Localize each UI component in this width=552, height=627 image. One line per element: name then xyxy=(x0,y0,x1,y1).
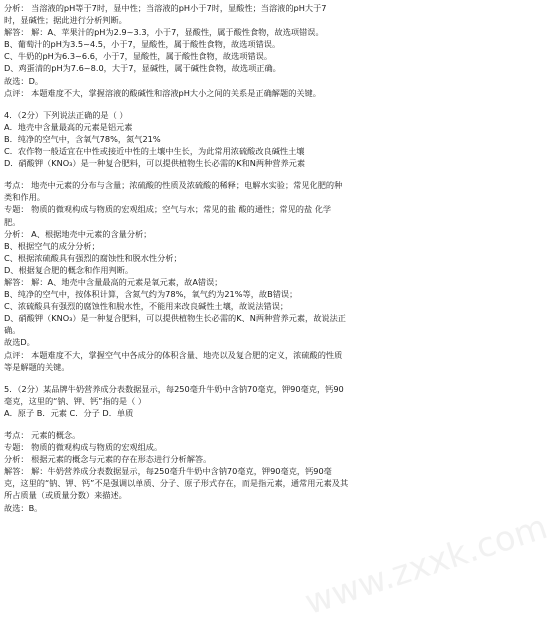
text-line: 解答： 解：牛奶营养成分表数据显示，每250毫升牛奶中含钠70毫克，钾90毫克，钙90毫 xyxy=(4,466,332,477)
text-line: D、根据复合肥的概念和作用判断。 xyxy=(4,264,134,275)
text-line: C、牛奶的pH为6.3~6.6，小于7，显酸性，属于酸性食物，故选项错误。 xyxy=(4,51,273,62)
text-line: 类和作用。 xyxy=(4,192,45,203)
text-line: C、浓硫酸具有强烈的腐蚀性和脱水性，不能用来改良碱性土壤，故说法错误； xyxy=(4,301,289,312)
text-line: B、葡萄汁的pH为3.5~4.5，小于7，显酸性，属于酸性食物，故选项错误。 xyxy=(4,39,281,50)
text-line: 点评： 本题难度不大，掌握空气中各成分的体积含量、地壳以及复合肥的定义，浓硫酸的性质 xyxy=(4,349,343,360)
option-line: D．硝酸钾（KNO₃）是一种复合肥料，可以提供植物生长必需的K和N两种营养元素 xyxy=(4,158,306,169)
text-line: 分析： A、根据地壳中元素的含量分析； xyxy=(4,228,152,239)
spacer xyxy=(4,99,499,109)
text-line: 故选：D。 xyxy=(4,75,44,86)
question-title: 4．（2分）下列说法正确的是（ ） xyxy=(4,109,128,120)
text-line: C、根据浓硫酸具有强烈的腐蚀性和脱水性分析； xyxy=(4,252,182,263)
text-line: 肥。 xyxy=(4,216,21,227)
watermark: www.zxxk.com xyxy=(299,506,552,624)
text-line: 故选：B。 xyxy=(4,502,43,513)
text-line: 考点： 地壳中元素的分布与含量；浓硫酸的性质及浓硫酸的稀释；电解水实验；常见化肥的种 xyxy=(4,180,343,191)
text-line: 毫克，这里的“钠、钾、钙”指的是（ ） xyxy=(4,395,147,406)
option-line: C．农作物一般适宜在中性或接近中性的土壤中生长，为此常用浓硫酸改良碱性土壤 xyxy=(4,146,305,157)
option-line: B．纯净的空气中，含氧气78%，氮气21% xyxy=(4,133,161,144)
text-line: 确。 xyxy=(4,325,21,336)
text-line: 故选D。 xyxy=(4,337,35,348)
text-line: 专题： 物质的微观构成与物质的宏观组成。 xyxy=(4,442,163,453)
text-line: 点评： 本题难度不大，掌握溶液的酸碱性和溶液pH大小之间的关系是正确解题的关键。 xyxy=(4,87,321,98)
text-line: 分析： 根据元素的概念与元素的存在形态进行分析解答。 xyxy=(4,454,212,465)
text-line: 解答： 解：A、地壳中含量最高的元素是氧元素，故A错误； xyxy=(4,276,223,287)
spacer xyxy=(4,169,499,179)
text-line: 时，显碱性；据此进行分析判断。 xyxy=(4,15,127,26)
text-line: 克，这里的“钠、钾、钙”不是强调以单质、分子、原子形式存在，而是指元素，通常用元素及其 xyxy=(4,478,349,489)
text-line: 考点： 元素的概念。 xyxy=(4,430,81,440)
spacer xyxy=(4,373,499,383)
text-line: B、纯净的空气中，按体积计算，含氮气约为78%，氧气约为21%等，故B错误； xyxy=(4,289,298,300)
text-line: 所占质量（或质量分数）来描述。 xyxy=(4,490,127,501)
option-line: A．地壳中含量最高的元素是铝元素 xyxy=(4,121,133,132)
text-line: 解答： 解：A、苹果汁的pH为2.9~3.3，小于7，显酸性，属于酸性食物，故选项错误。 xyxy=(4,27,324,38)
spacer xyxy=(4,419,499,429)
text-line: B、根据空气的成分分析； xyxy=(4,240,100,251)
text-line: D、鸡蛋清的pH为7.6~8.0，大于7，显碱性，属于碱性食物，故选项正确。 xyxy=(4,63,281,74)
text-line: 分析： 当溶液的pH等于7时，显中性；当溶液的pH小于7时，显酸性；当溶液的pH大于7 xyxy=(4,3,327,13)
option-line: A．原子 B．元素 C．分子 D．单质 xyxy=(4,407,134,418)
text-line: D、硝酸钾（KNO₃）是一种复合肥料，可以提供植物生长必需的K、N两种营养元素，故说法正 xyxy=(4,313,346,324)
question-title: 5．（2分）某品牌牛奶营养成分表数据显示，每250毫升牛奶中含钠70毫克，钾90毫克，钙90 xyxy=(4,383,344,394)
text-line: 专题： 物质的微观构成与物质的宏观组成；空气与水；常见的盐 酸的通性；常见的盐 化学 xyxy=(4,204,332,215)
text-line: 等是解题的关键。 xyxy=(4,361,70,372)
